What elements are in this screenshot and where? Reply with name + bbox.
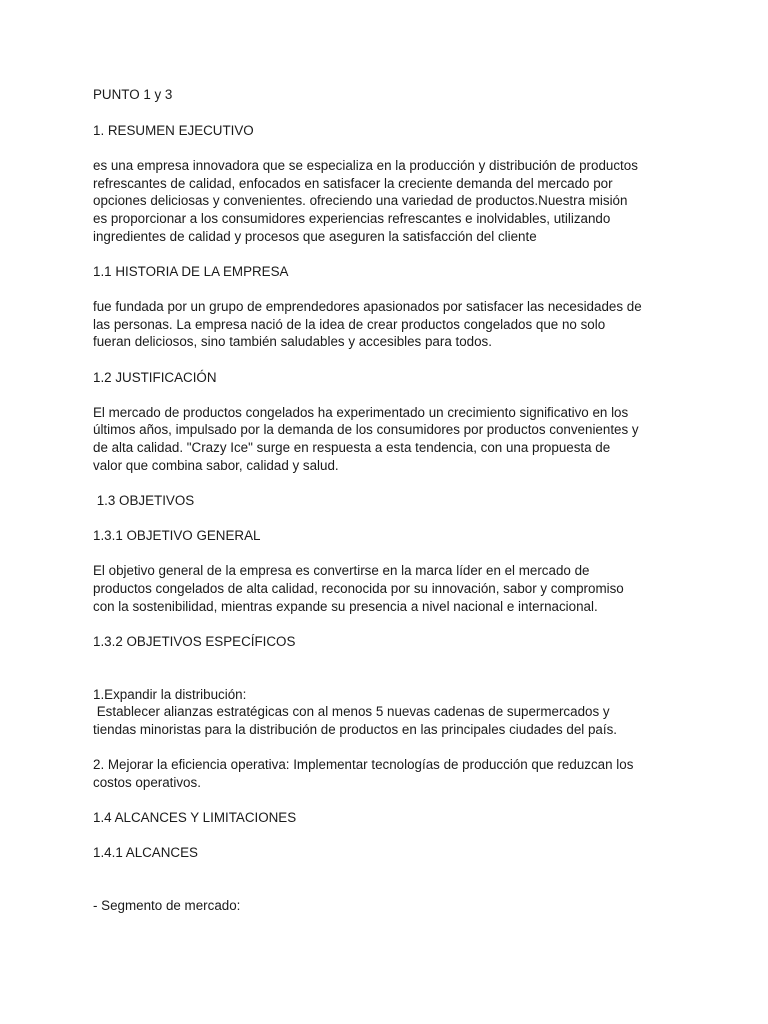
paragraph-line: últimos años, impulsado por la demanda de los consumidores por productos convenientes y — [93, 422, 639, 437]
paragraph-line: es una empresa innovadora que se especializa en la producción y distribución de productos — [93, 158, 638, 173]
list-item-line: 2. Mejorar la eficiencia operativa: Implementar tecnologías de producción que reduzcan los — [93, 757, 634, 772]
paragraph-line: con la sostenibilidad, mientras expande su presencia a nivel nacional e internacional. — [93, 599, 598, 614]
section-heading-alcances-limitaciones: 1.4 ALCANCES Y LIMITACIONES — [93, 810, 297, 825]
section-heading-historia: 1.1 HISTORIA DE LA EMPRESA — [93, 264, 289, 279]
section-heading-resumen: 1. RESUMEN EJECUTIVO — [93, 123, 254, 138]
paragraph-line: valor que combina sabor, calidad y salud. — [93, 458, 339, 473]
section-heading-objetivos: 1.3 OBJETIVOS — [93, 493, 195, 508]
paragraph-line: productos congelados de alta calidad, reconocida por su innovación, sabor y compromiso — [93, 581, 624, 596]
section-heading-objetivo-general: 1.3.1 OBJETIVO GENERAL — [93, 528, 261, 543]
paragraph-line: El objetivo general de la empresa es convertirse en la marca líder en el mercado de — [93, 563, 590, 578]
paragraph-line: fueran deliciosos, sino también saludables y accesibles para todos. — [93, 334, 492, 349]
paragraph-line: las personas. La empresa nació de la idea de crear productos congelados que no solo — [93, 317, 606, 332]
paragraph-line: opciones deliciosas y convenientes. ofreciendo una variedad de productos.Nuestra misión — [93, 193, 628, 208]
paragraph-line: es proporcionar a los consumidores experiencias refrescantes e inolvidables, utilizando — [93, 211, 611, 226]
list-item-line: Establecer alianzas estratégicas con al menos 5 nuevas cadenas de supermercados y — [93, 704, 610, 719]
paragraph-line: El mercado de productos congelados ha experimentado un crecimiento significativo en los — [93, 405, 629, 420]
paragraph-line: de alta calidad. "Crazy Ice" surge en respuesta a esta tendencia, con una propuesta de — [93, 440, 611, 455]
document-title: PUNTO 1 y 3 — [93, 87, 173, 102]
section-heading-justificacion: 1.2 JUSTIFICACIÓN — [93, 370, 217, 385]
list-item-line: costos operativos. — [93, 775, 201, 790]
paragraph-line: refrescantes de calidad, enfocados en satisfacer la creciente demanda del mercado por — [93, 176, 613, 191]
section-heading-objetivos-especificos: 1.3.2 OBJETIVOS ESPECÍFICOS — [93, 634, 296, 649]
list-item-line: - Segmento de mercado: — [93, 898, 241, 913]
paragraph-line: fue fundada por un grupo de emprendedores apasionados por satisfacer las necesidades de — [93, 299, 642, 314]
section-heading-alcances: 1.4.1 ALCANCES — [93, 845, 198, 860]
list-item-line: 1.Expandir la distribución: — [93, 687, 247, 702]
paragraph-line: ingredientes de calidad y procesos que aseguren la satisfacción del cliente — [93, 229, 537, 244]
list-item-line: tiendas minoristas para la distribución de productos en las principales ciudades del país. — [93, 722, 618, 737]
